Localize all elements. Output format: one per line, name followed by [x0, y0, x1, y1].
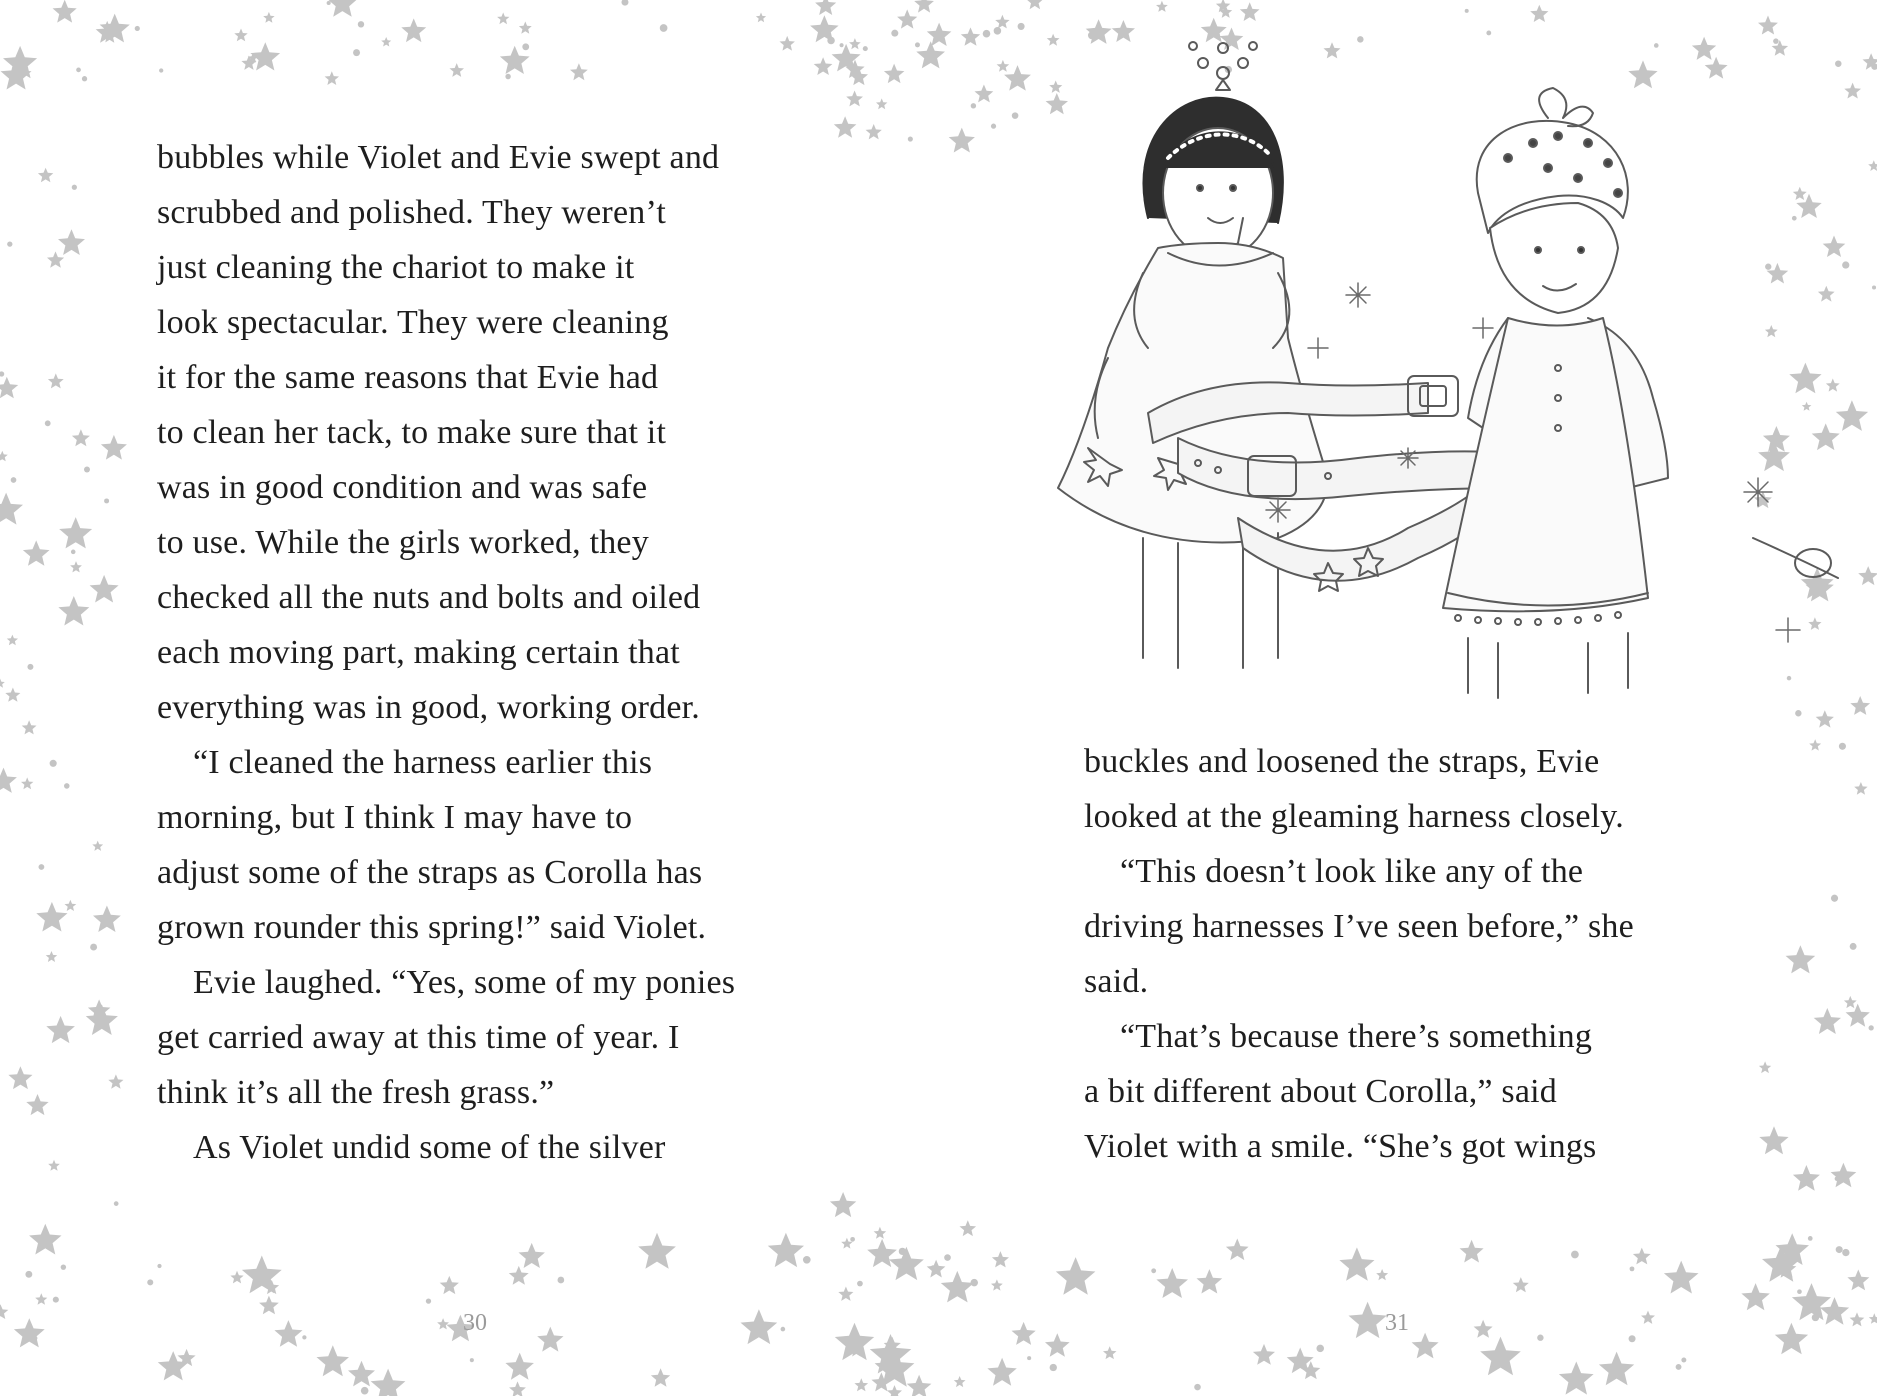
page-number-right: 31 [1385, 1310, 1409, 1336]
left-text-line: to use. While the girls worked, they [157, 524, 649, 561]
left-text-line: look spectacular. They were cleaning [157, 304, 669, 341]
left-text-line: everything was in good, working order. [157, 689, 701, 726]
right-page-text [1084, 734, 1804, 1174]
illustration-two-girls-harness [1028, 18, 1848, 708]
right-text-line: looked at the gleaming harness closely. [1084, 798, 1624, 835]
left-text-line: “I cleaned the harness earlier this [193, 744, 653, 781]
left-text-line: it for the same reasons that Evie had [157, 359, 659, 396]
left-text-line: bubbles while Violet and Evie swept and [157, 139, 720, 176]
left-page [0, 0, 938, 1396]
girl-violet-figure [1058, 42, 1328, 668]
right-text-line: “That’s because there’s something [1120, 1018, 1593, 1055]
left-text-line: checked all the nuts and bolts and oiled [157, 579, 701, 616]
right-text-line: “This doesn’t look like any of the [1120, 853, 1584, 890]
right-text-line: said. [1084, 963, 1149, 1000]
page-number-left: 30 [463, 1310, 487, 1336]
left-text-line: get carried away at this time of year. I [157, 1019, 680, 1056]
girl-evie-figure [1443, 88, 1668, 698]
right-text-line: a bit different about Corolla,” said [1084, 1073, 1557, 1110]
left-text-line: grown rounder this spring!” said Violet. [157, 909, 707, 946]
left-text-line: just cleaning the chariot to make it [157, 249, 635, 286]
left-text-line: each moving part, making certain that [157, 634, 680, 671]
right-text-line: driving harnesses I’ve seen before,” she [1084, 908, 1634, 945]
left-text-line: think it’s all the fresh grass.” [157, 1074, 555, 1111]
left-text-line: to clean her tack, to make sure that it [157, 414, 667, 451]
left-text-line: As Violet undid some of the silver [193, 1129, 666, 1166]
left-text-line: Evie laughed. “Yes, some of my ponies [193, 964, 736, 1001]
right-text-line: buckles and loosened the straps, Evie [1084, 743, 1600, 780]
left-text-line: scrubbed and polished. They weren’t [157, 194, 666, 231]
left-text-line: morning, but I think I may have to [157, 799, 633, 836]
right-text-line: Violet with a smile. “She’s got wings [1084, 1128, 1597, 1165]
left-text-line: adjust some of the straps as Corolla has [157, 854, 703, 891]
left-text-line: was in good condition and was safe [157, 469, 648, 506]
left-page-text [157, 130, 857, 1175]
